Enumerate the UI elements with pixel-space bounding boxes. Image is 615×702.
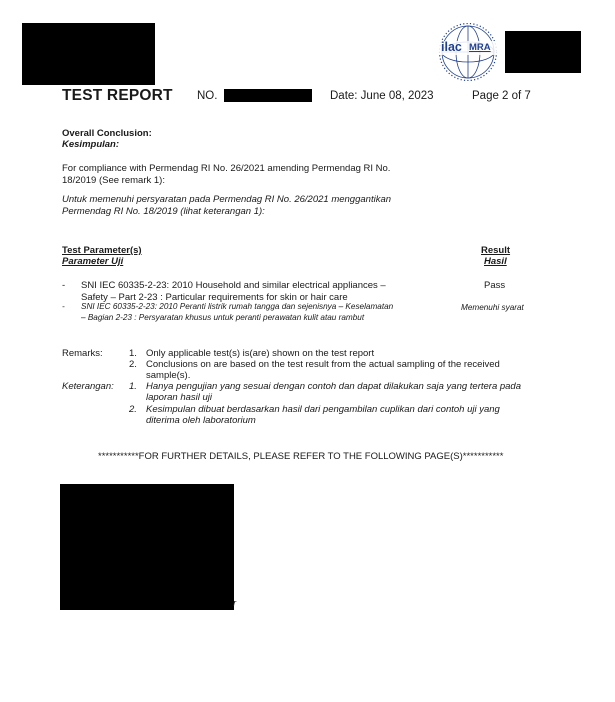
conclusion-text-id-line1: Untuk memenuhi persyaratan pada Permendag RI No. 26/2021 menggantikan xyxy=(62,194,392,205)
remarks-en-2-num: 2. xyxy=(129,359,137,370)
redacted-report-number xyxy=(224,89,312,102)
remarks-label-id: Keterangan: xyxy=(62,381,114,392)
param-row-2-result: Memenuhi syarat xyxy=(461,303,524,312)
remarks-id-2-line1: Kesimpulan dibuat berdasarkan hasil dari pengambilan cuplikan dari contoh uji yang xyxy=(146,404,500,415)
param-row-2-line2: – Bagian 2-23 : Persyaratan khusus untuk peranti perawatan kulit atau rambut xyxy=(81,313,365,322)
remarks-id-1-line1: Hanya pengujian yang sesuai dengan contoh dan dapat dilakukan saja yang tertera pada xyxy=(146,381,522,392)
mra-text: MRA xyxy=(469,42,491,53)
redacted-signature-block xyxy=(60,484,237,610)
remarks-en-2-line2: sample(s). xyxy=(146,370,191,381)
ilac-text: ilac xyxy=(441,40,462,54)
remarks-id-1-num: 1. xyxy=(129,381,137,392)
column-header-param-id: Parameter Uji xyxy=(62,256,124,267)
report-date: Date: June 08, 2023 xyxy=(330,90,434,102)
conclusion-heading-id: Kesimpulan: xyxy=(62,139,120,150)
column-header-param-en: Test Parameter(s) xyxy=(62,245,142,256)
remarks-id-1-line2: laporan hasil uji xyxy=(146,392,213,403)
remarks-id-2-line2: diterima oleh laboratorium xyxy=(146,415,256,426)
conclusion-text-id-line2: Permendag RI No. 18/2019 (lihat keterangan 1): xyxy=(62,206,265,217)
conclusion-text-en-line1: For compliance with Permendag RI No. 26/2021 amending Permendag RI No. xyxy=(62,163,391,174)
param-bullet-1: - xyxy=(62,280,66,291)
column-header-result-id: Hasil xyxy=(484,256,507,267)
redacted-company-logo xyxy=(22,23,155,85)
remarks-en-1-line1: Only applicable test(s) is(are) shown on the test report xyxy=(146,348,375,359)
param-row-1-line1: SNI IEC 60335-2-23: 2010 Household and similar electrical appliances – xyxy=(81,280,386,291)
report-title: TEST REPORT xyxy=(62,87,173,104)
param-bullet-2: - xyxy=(62,302,65,311)
remarks-label-en: Remarks: xyxy=(62,348,103,359)
param-row-1-result: Pass xyxy=(484,280,506,291)
signature-fragment: r xyxy=(233,598,237,609)
conclusion-heading-en: Overall Conclusion: xyxy=(62,128,152,139)
conclusion-text-en-line2: 18/2019 (See remark 1): xyxy=(62,175,165,186)
remarks-en-2-line1: Conclusions on are based on the test result from the actual sampling of the received xyxy=(146,359,500,370)
param-row-2-line1: SNI IEC 60335-2-23: 2010 Peranti listrik rumah tangga dan sejenisnya – Keselamatan xyxy=(81,302,394,311)
remarks-id-2-num: 2. xyxy=(129,404,137,415)
remarks-en-1-num: 1. xyxy=(129,348,137,359)
page-number: Page 2 of 7 xyxy=(472,90,531,102)
further-details-note: ***********FOR FURTHER DETAILS, PLEASE REFER TO THE FOLLOWING PAGE(S)*********** xyxy=(98,451,504,462)
report-number-label: NO. xyxy=(197,90,218,102)
column-header-result-en: Result xyxy=(481,245,511,256)
param-row-1-line2: Safety – Part 2-23 : Particular requirements for skin or hair care xyxy=(81,292,348,303)
ilac-mra-logo xyxy=(436,23,500,81)
redacted-accreditation-mark xyxy=(505,31,581,73)
